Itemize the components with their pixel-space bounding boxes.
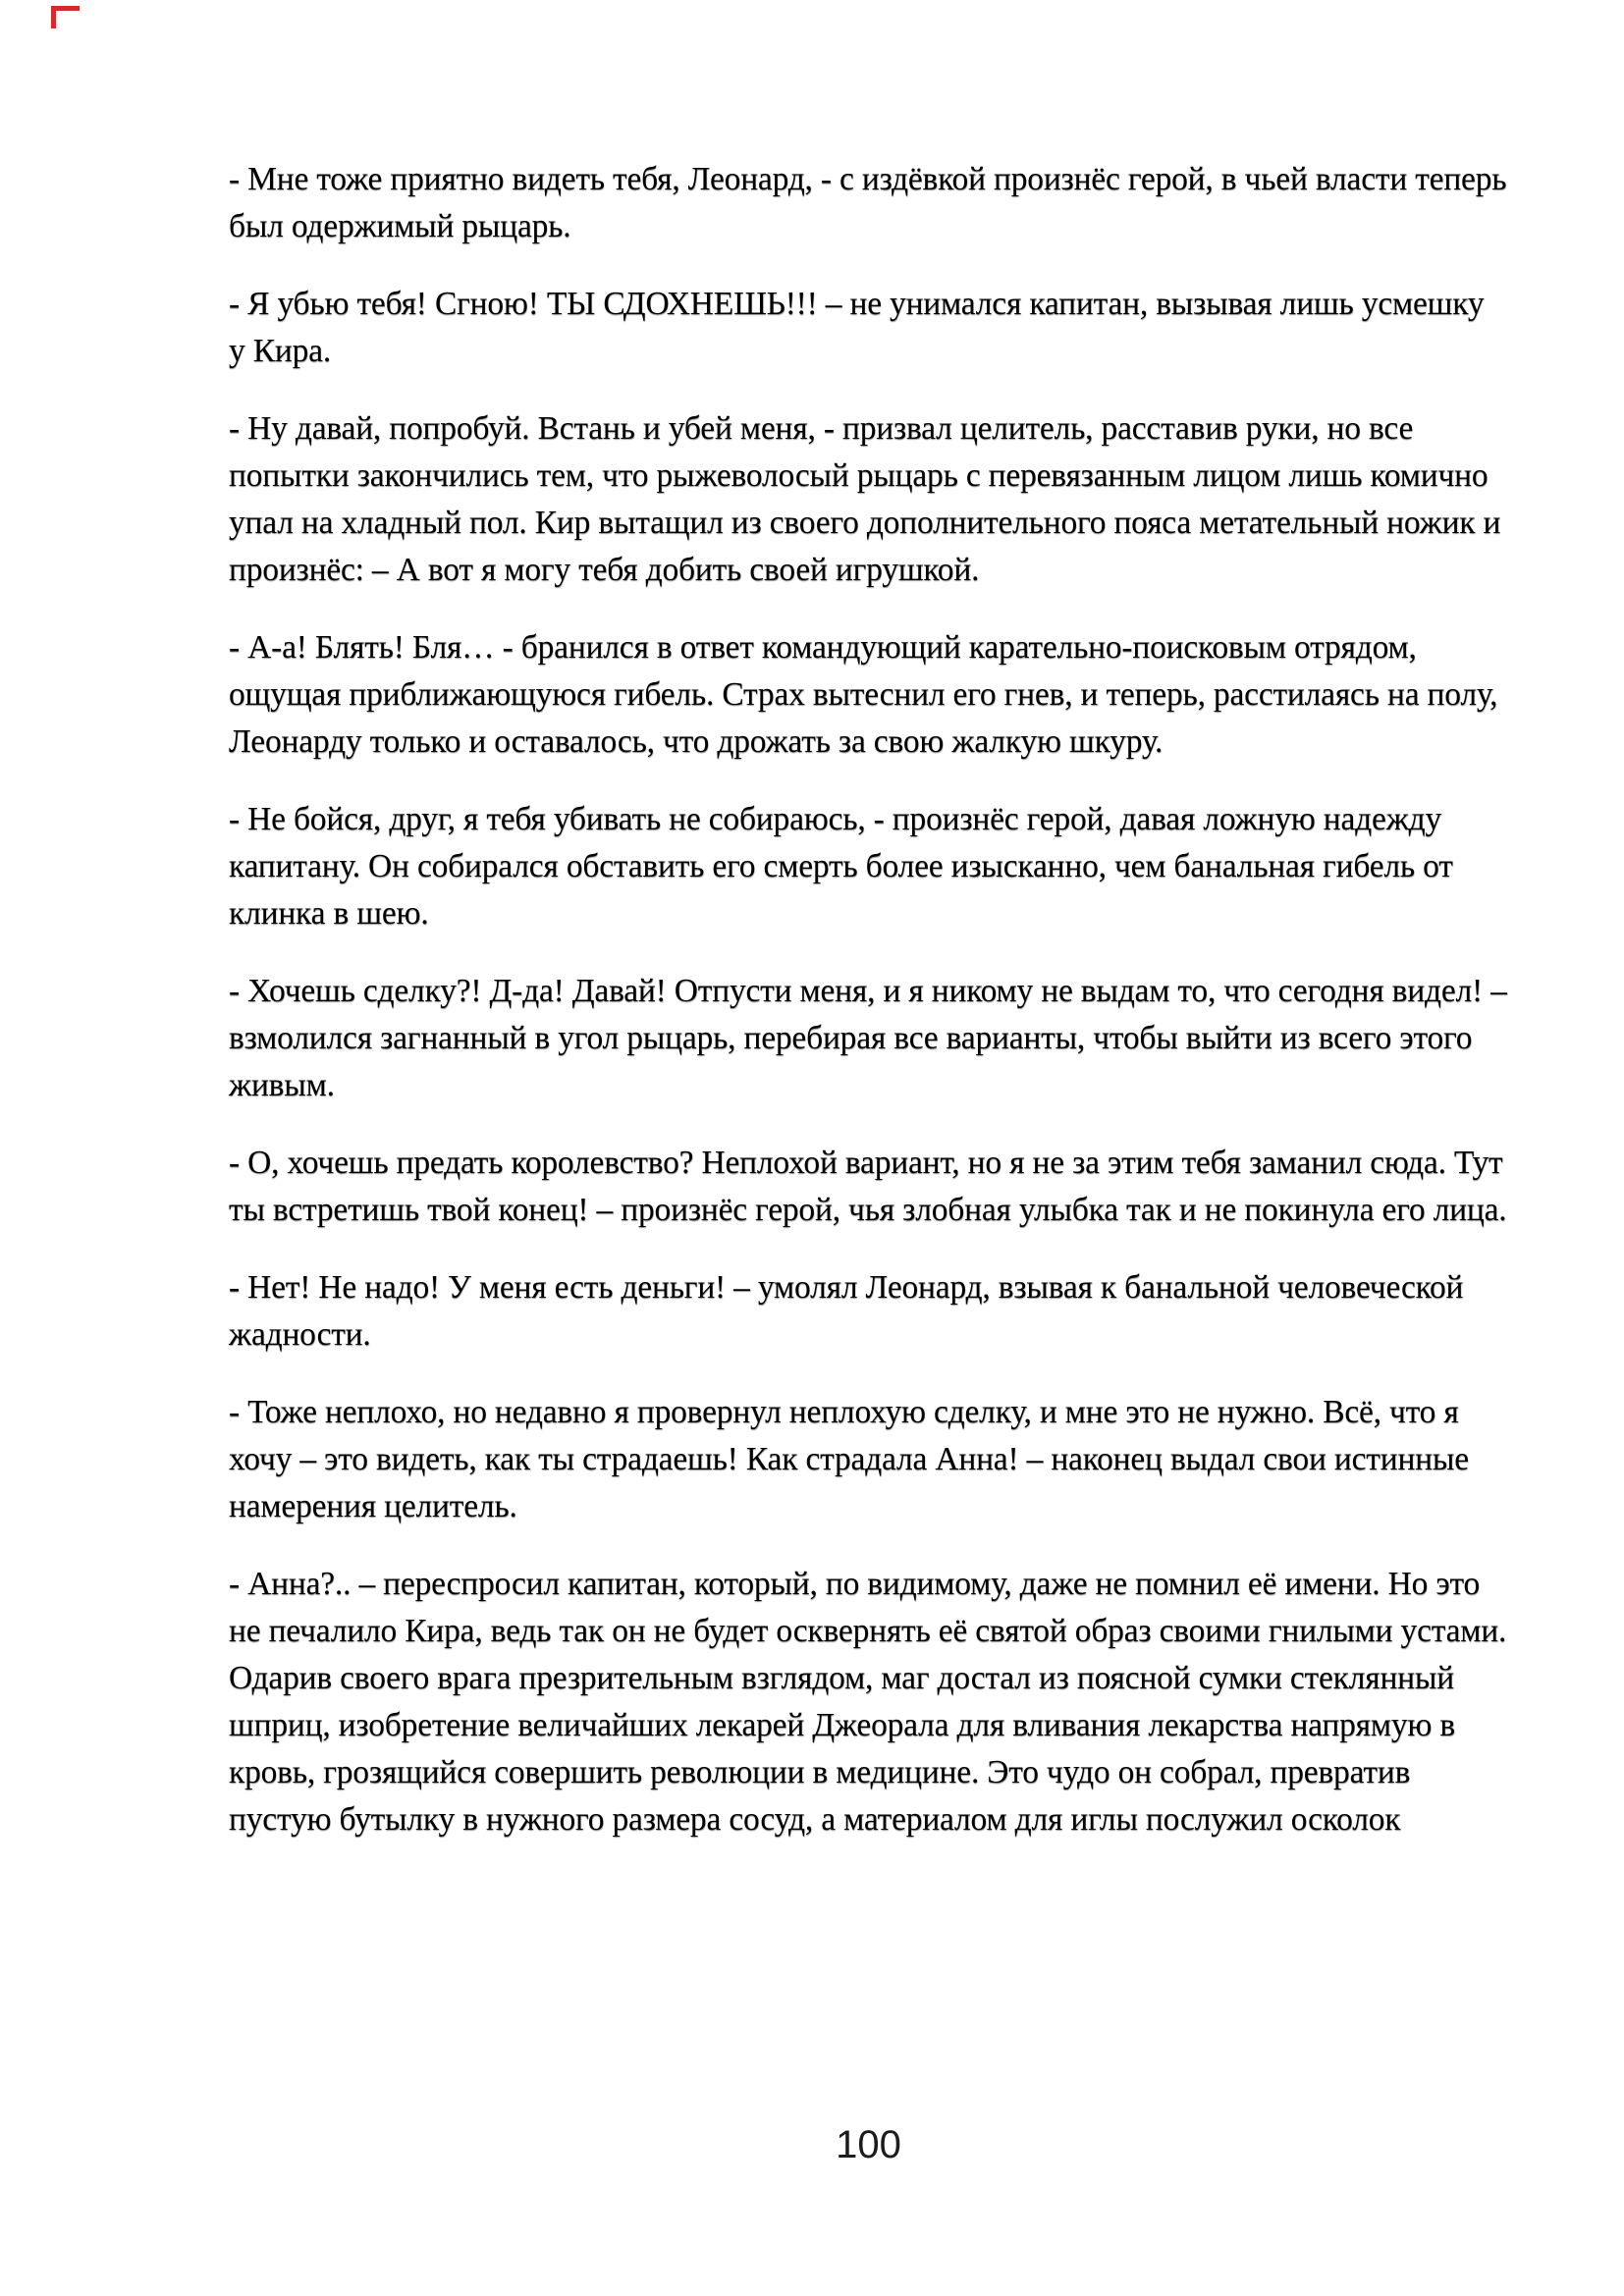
paragraph: - О, хочешь предать королевство? Неплохой вариант, но я не за этим тебя заманил сюда. Тут ты встретишь твой конец! – произнёс герой, чья злобная улыбка так и не покинула его лица. — [229, 1145, 1507, 1228]
paragraph: - Нет! Не надо! У меня есть деньги! – умолял Леонард, взывая к банальной человеческой жадности. — [229, 1269, 1464, 1353]
page-number: 100 — [836, 2123, 901, 2166]
paragraph: - Тоже неплохо, но недавно я провернул неплохую сделку, и мне это не нужно. Всё, что я хочу – это видеть, как ты страдаешь! Как страдала Анна! – наконец выдал свои истинные намерения целитель. — [229, 1394, 1469, 1524]
paragraph: - Анна?.. – переспросил капитан, который, по видимому, даже не помнил её имени. Но это не печалило Кира, ведь так он не будет осквернять её святой образ своими гнилыми устами. Одарив своего врага презрительным взглядом, маг достал из поясной сумки стеклянный шприц, изобретение величайших лекарей Джеорала для вливания лекарства напрямую в кровь, грозящийся совершить революции в медицине. Это чудо он собрал, превратив пустую бутылку в нужного размера сосуд, а материалом для иглы послужил осколок — [229, 1566, 1507, 1838]
paragraph: - А-а! Блять! Бля… - бранился в ответ командующий карательно-поисковым отрядом, ощущая приближающуюся гибель. Страх вытеснил его гнев, и теперь, расстилаясь на полу, Леонарду только и оставалось, что дрожать за свою жалкую шкуру. — [229, 629, 1498, 760]
paragraph: - Я убью тебя! Сгною! ТЫ СДОХНЕШЬ!!! – не унимался капитан, вызывая лишь усмешку у Кира. — [229, 286, 1485, 369]
paragraph: - Ну давай, попробуй. Встань и убей меня, - призвал целитель, расставив руки, но все попытки закончились тем, что рыжеволосый рыцарь с перевязанным лицом лишь комично упал на хладный пол. Кир вытащил из своего дополнительного пояса метательный ножик и произнёс: – А вот я могу тебя добить своей игрушкой. — [229, 410, 1501, 588]
paragraph: - Не бойся, друг, я тебя убивать не собираюсь, - произнёс герой, давая ложную надежду капитану. Он собирался обставить его смерть более изысканно, чем банальная гибель от клинка в шею. — [229, 801, 1453, 932]
paragraph: - Мне тоже приятно видеть тебя, Леонард, - с издёвкой произнёс герой, в чьей власти теперь был одержимый рыцарь. — [229, 161, 1507, 244]
page-footer — [229, 2123, 1508, 2167]
red-corner-mark — [51, 6, 80, 28]
paragraph: - Хочешь сделку?! Д-да! Давай! Отпусти меня, и я никому не выдам то, что сегодня видел! – взмолился загнанный в угол рыцарь, перебирая все варианты, чтобы выйти из всего этого живым. — [229, 973, 1507, 1103]
text-block — [229, 156, 1508, 1843]
